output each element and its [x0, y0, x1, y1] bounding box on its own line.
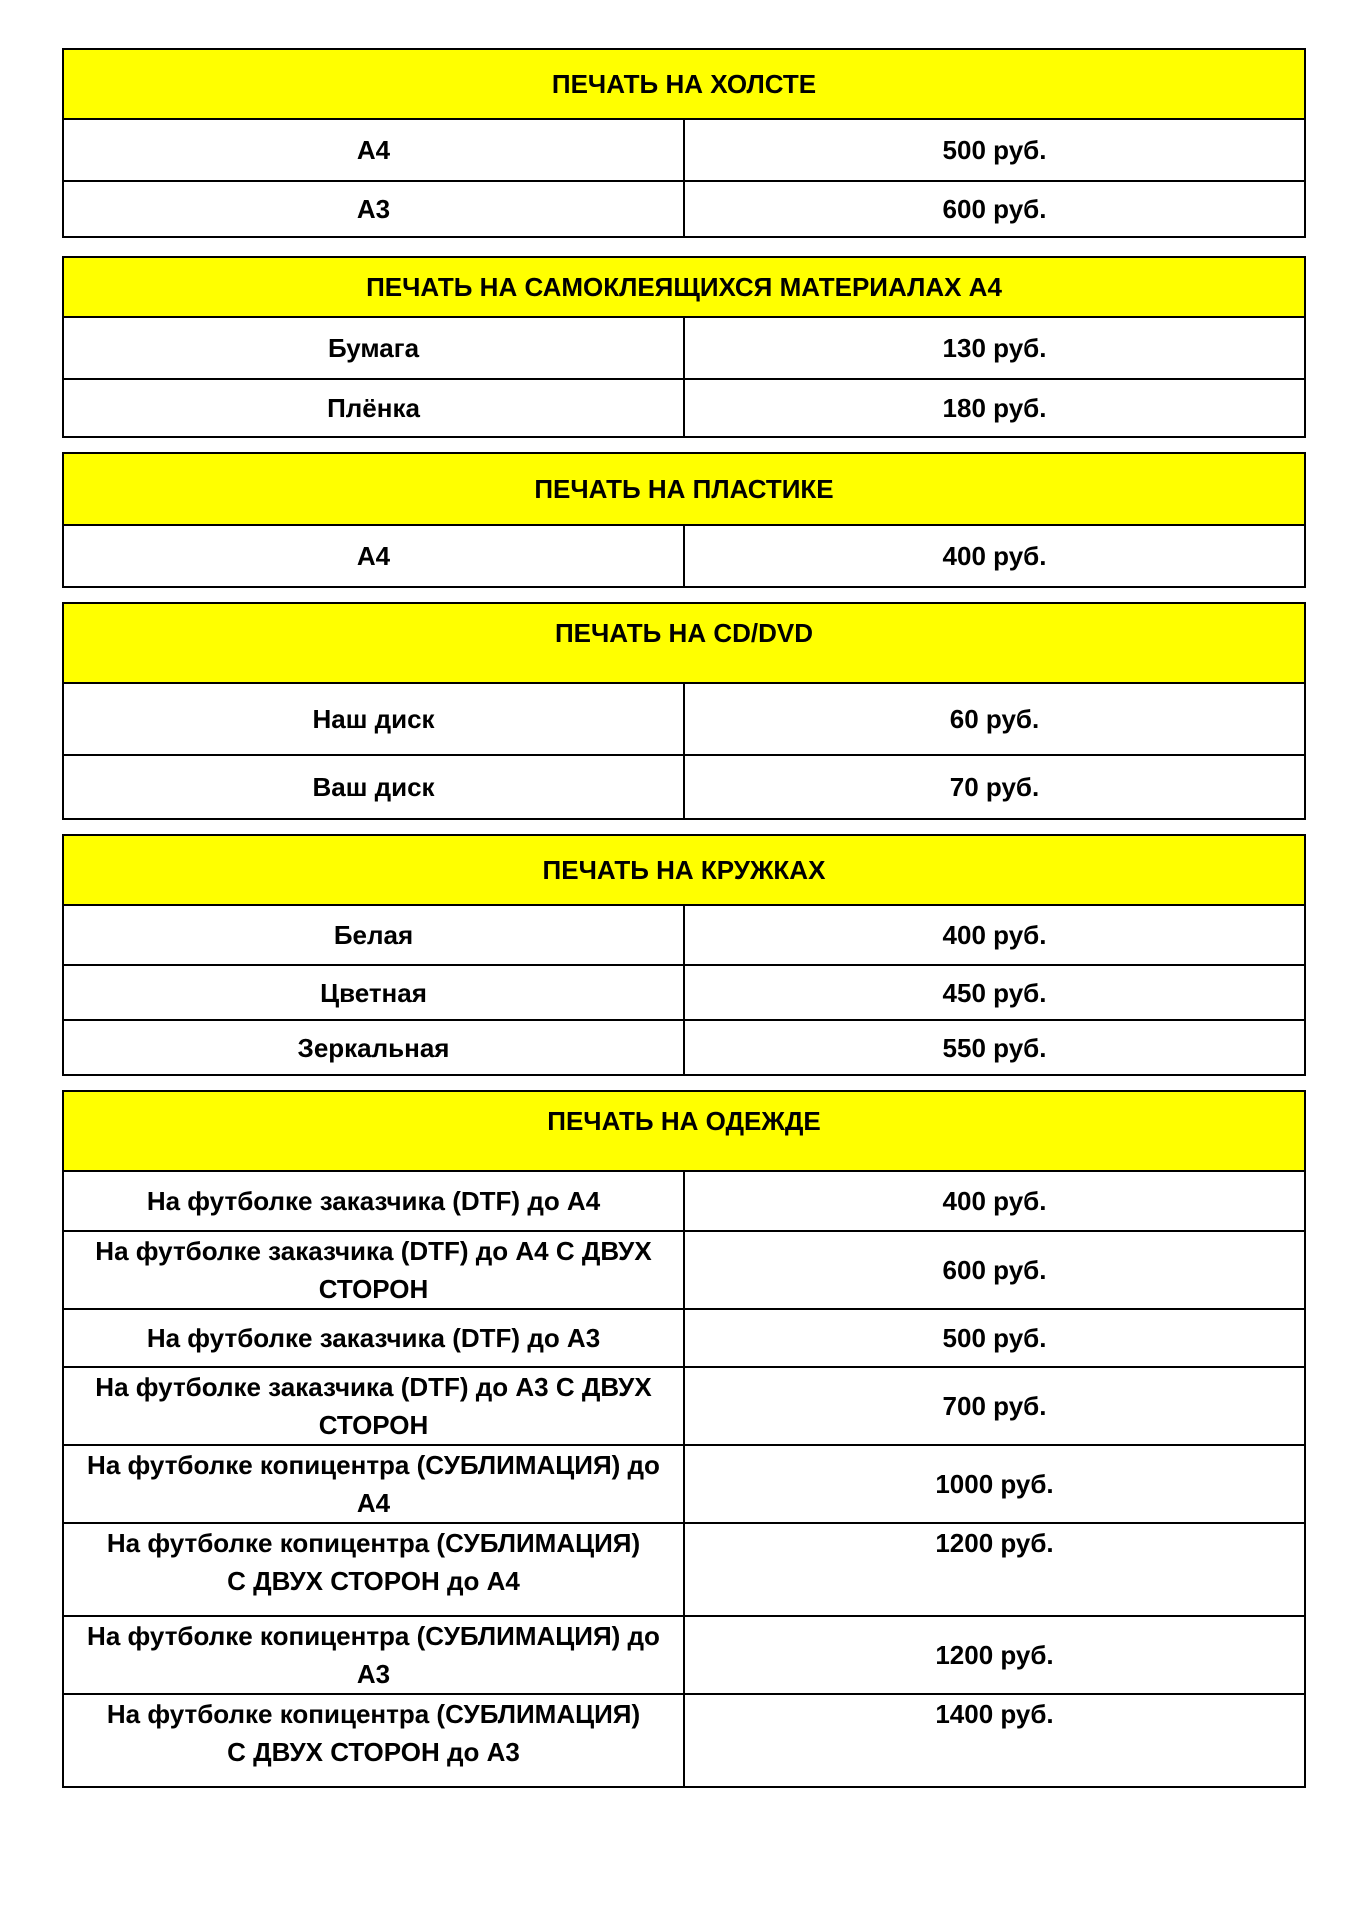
item-name: Зеркальная	[63, 1020, 684, 1075]
item-price: 180 руб.	[684, 379, 1305, 437]
table-row	[63, 1523, 1305, 1616]
item-name	[63, 1694, 684, 1787]
section-self-adhesive-table	[62, 256, 1306, 438]
item-price: 700 руб.	[684, 1367, 1305, 1445]
table-row	[63, 119, 1305, 181]
item-price: 400 руб.	[684, 525, 1305, 587]
item-name: На футболке копицентра (СУБЛИМАЦИЯ) до А3	[63, 1616, 684, 1694]
item-name: Белая	[63, 905, 684, 965]
item-name-line: С ДВУХ СТОРОН до А3	[227, 1737, 520, 1767]
price-list	[62, 48, 1306, 1788]
item-name	[63, 1523, 684, 1616]
section-cd-dvd-table	[62, 602, 1306, 820]
section-clothing-table	[62, 1090, 1306, 1788]
item-name-line: На футболке копицентра (СУБЛИМАЦИЯ)	[106, 1528, 641, 1558]
item-price: 70 руб.	[684, 755, 1305, 819]
table-row	[63, 965, 1305, 1020]
item-price: 450 руб.	[684, 965, 1305, 1020]
section-title: ПЕЧАТЬ НА ПЛАСТИКЕ	[63, 453, 1305, 525]
item-price: 600 руб.	[684, 1231, 1305, 1309]
table-row	[63, 379, 1305, 437]
item-price: 400 руб.	[684, 1171, 1305, 1231]
item-name-line: На футболке копицентра (СУБЛИМАЦИЯ)	[106, 1699, 641, 1729]
table-row	[63, 181, 1305, 237]
item-name: На футболке заказчика (DTF) до А3	[63, 1309, 684, 1367]
item-name: А4	[63, 119, 684, 181]
table-row	[63, 1309, 1305, 1367]
section-title: ПЕЧАТЬ НА КРУЖКАХ	[63, 835, 1305, 905]
table-row	[63, 317, 1305, 379]
section-mugs-table	[62, 834, 1306, 1076]
section-title: ПЕЧАТЬ НА ХОЛСТЕ	[63, 49, 1305, 119]
item-name: Цветная	[63, 965, 684, 1020]
item-price: 1200 руб.	[684, 1523, 1305, 1616]
item-price: 60 руб.	[684, 683, 1305, 755]
item-price: 500 руб.	[684, 1309, 1305, 1367]
table-row	[63, 1020, 1305, 1075]
section-title: ПЕЧАТЬ НА САМОКЛЕЯЩИХСЯ МАТЕРИАЛАХ А4	[63, 257, 1305, 317]
item-name: Наш диск	[63, 683, 684, 755]
table-row	[63, 1445, 1305, 1523]
table-row	[63, 1171, 1305, 1231]
item-name-line: С ДВУХ СТОРОН до А4	[227, 1566, 520, 1596]
table-row	[63, 1367, 1305, 1445]
item-name: А3	[63, 181, 684, 237]
item-name: Бумага	[63, 317, 684, 379]
item-price: 400 руб.	[684, 905, 1305, 965]
table-row	[63, 1231, 1305, 1309]
item-name: На футболке заказчика (DTF) до А4	[63, 1171, 684, 1231]
item-name: Ваш диск	[63, 755, 684, 819]
item-price: 130 руб.	[684, 317, 1305, 379]
item-price: 550 руб.	[684, 1020, 1305, 1075]
item-name: А4	[63, 525, 684, 587]
item-price: 500 руб.	[684, 119, 1305, 181]
section-title: ПЕЧАТЬ НА CD/DVD	[63, 603, 1305, 683]
item-price: 1400 руб.	[684, 1694, 1305, 1787]
item-price: 1000 руб.	[684, 1445, 1305, 1523]
item-price: 1200 руб.	[684, 1616, 1305, 1694]
section-title: ПЕЧАТЬ НА ОДЕЖДЕ	[63, 1091, 1305, 1171]
table-row	[63, 683, 1305, 755]
item-name: Плёнка	[63, 379, 684, 437]
section-plastic-table	[62, 452, 1306, 588]
item-price: 600 руб.	[684, 181, 1305, 237]
item-name: На футболке заказчика (DTF) до А3 С ДВУХ СТОРОН	[63, 1367, 684, 1445]
table-row	[63, 525, 1305, 587]
table-row	[63, 1616, 1305, 1694]
item-name: На футболке копицентра (СУБЛИМАЦИЯ) до А4	[63, 1445, 684, 1523]
table-row	[63, 905, 1305, 965]
item-name: На футболке заказчика (DTF) до А4 С ДВУХ СТОРОН	[63, 1231, 684, 1309]
table-row	[63, 755, 1305, 819]
table-row	[63, 1694, 1305, 1787]
section-canvas-table	[62, 48, 1306, 238]
